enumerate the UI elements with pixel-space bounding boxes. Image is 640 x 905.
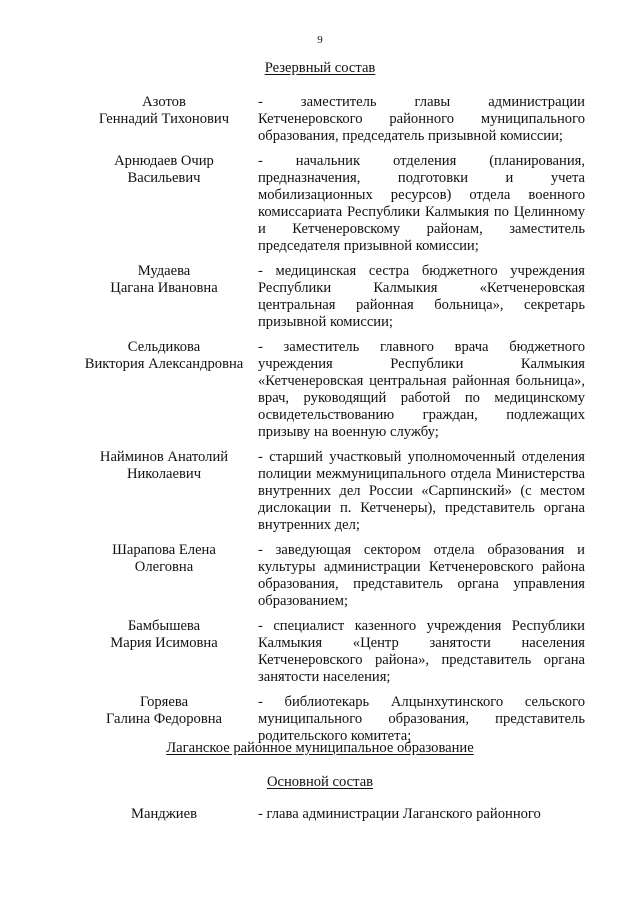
member-name [70, 339, 258, 441]
member-position: - глава администрации Лаганского районного [258, 806, 541, 822]
member-surname: Сельдикова [127, 339, 201, 355]
member-name [70, 94, 258, 145]
reserve-members-list [70, 94, 585, 753]
member-given-names: Цагана Ивановна [110, 280, 218, 296]
member-name [70, 449, 258, 534]
member-entry [70, 618, 585, 686]
member-given-names: Васильевич [127, 170, 201, 186]
member-name [70, 618, 258, 686]
member-surname: Манджиев [131, 806, 197, 822]
member-entry [70, 694, 585, 745]
member-given-names: Олеговна [134, 559, 194, 575]
page-number: 9 [317, 34, 323, 46]
member-name [70, 694, 258, 745]
member-name [70, 806, 258, 823]
member-surname: Азотов [142, 94, 186, 110]
member-entry [70, 153, 585, 255]
member-name [70, 153, 258, 255]
member-surname: Мудаева [137, 263, 191, 279]
member-position: - медицинская сестра бюджетного учреждения Республики Калмыкия «Кетченеровская центральная районная больница», секретарь призывной комиссии; [258, 263, 585, 330]
member-surname: Бамбышева [127, 618, 201, 634]
member-given-names: Виктория Александровна [84, 356, 244, 372]
member-given-names: Геннадий Тихонович [98, 111, 230, 127]
member-position: - библиотекарь Алцынхутинского сельского муниципального образования, представитель родительского комитета; [258, 694, 585, 744]
member-position: - заведующая сектором отдела образования и культуры администрации Кетченеровского района образования, представитель органа управления образованием; [258, 542, 585, 609]
member-surname: Найминов Анатолий [99, 449, 229, 465]
member-surname: Шарапова Елена [112, 542, 216, 558]
member-position: - заместитель главного врача бюджетного учреждения Республики Калмыкия «Кетченеровская центральная районная больница», врач, руководящий работой по медицинскому освидетельствованию граждан, подлежащих призыву на военную службу; [258, 339, 585, 440]
member-entry [70, 806, 585, 823]
member-name [70, 263, 258, 331]
member-given-names: Мария Исимовна [110, 635, 218, 651]
district-heading: Лаганское районное муниципальное образование [166, 740, 474, 756]
member-surname: Горяева [139, 694, 189, 710]
member-entry [70, 339, 585, 441]
main-composition-heading: Основной состав [266, 774, 374, 790]
member-position: - начальник отделения (планирования, предназначения, подготовки и учета мобилизационных ресурсов) отдела военного комиссариата Республики Калмыкия по Целинному и Кетченеровскому районам, заместитель председателя призывной комиссии; [258, 153, 585, 254]
member-given-names: Николаевич [126, 466, 202, 482]
member-given-names: Галина Федоровна [105, 711, 223, 727]
member-position: - специалист казенного учреждения Республики Калмыкия «Центр занятости населения Кетченеровского района», представитель органа занятости населения; [258, 618, 585, 685]
member-entry [70, 94, 585, 145]
member-entry [70, 542, 585, 610]
member-surname: Арнюдаев Очир [114, 153, 214, 169]
member-entry [70, 449, 585, 534]
member-position: - заместитель главы администрации Кетченеровского районного муниципального образования, председатель призывной комиссии; [258, 94, 585, 144]
member-entry [70, 263, 585, 331]
member-name [70, 542, 258, 610]
reserve-composition-heading: Резервный состав [264, 60, 376, 76]
member-position: - старший участковый уполномоченный отделения полиции межмуниципального отдела Министерства внутренних дел России «Сарпинский» (с местом дислокации п. Кетченеры), представитель органа внутренних дел; [258, 449, 585, 533]
